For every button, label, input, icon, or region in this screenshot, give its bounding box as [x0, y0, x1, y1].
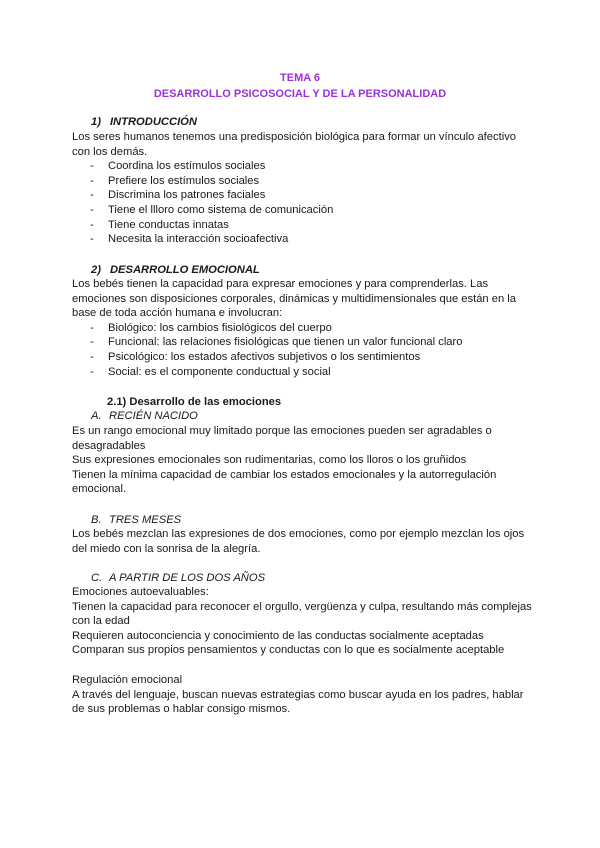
bullet-list — [72, 159, 532, 247]
list-item: - Funcional: las relaciones fisiológicas que tienen un valor funcional claro — [72, 335, 532, 350]
stage-title: A PARTIR DE LOS DOS AÑOS — [109, 572, 266, 584]
paragraph-line: Los bebés mezclan las expresiones de dos emociones, como por ejemplo mezclan los ojos del miedo con la sonrisa de la alegría. — [72, 528, 525, 555]
stage-heading-tres-meses — [91, 513, 181, 528]
list-item: - Tiene el llloro como sistema de comunicación — [72, 203, 532, 218]
subsection-heading: 2.1) Desarrollo de las emociones — [107, 396, 282, 408]
regulation-text: A través del lenguaje, buscan nuevas estrategias como buscar ayuda en los padres, hablar de sus problemas o hablar consigo mismos. — [72, 688, 524, 716]
paragraph-line: Sus expresiones emocionales son rudimentarias, como los lloros o los gruñidos — [72, 454, 467, 467]
paragraph: Los bebés tienen la capacidad para expresar emociones y para comprenderlas. Las emociones son disposiciones corporales, dinámicas y multidimensionales que están en la base de toda acción humana e involucran: — [72, 278, 517, 320]
regulation-heading: Regulación emocional — [72, 674, 183, 686]
list-item: - Psicológico: los estados afectivos subjetivos o los sentimientos — [72, 350, 532, 365]
paragraph-line: Emociones autoevaluables: — [72, 586, 209, 598]
stage-letter: B. — [91, 514, 102, 526]
stage-title: RECIÉN NACIDO — [109, 410, 198, 422]
stage-letter: A. — [91, 410, 102, 422]
section-heading-desarrollo-emocional — [91, 263, 260, 278]
regulation-block — [72, 673, 532, 717]
list-item: - Biológico: los cambios fisiológicos del cuerpo — [72, 321, 532, 336]
paragraph-line: Comparan sus propios pensamientos y conductas con lo que es socialmente aceptable — [72, 644, 505, 657]
section-body-desarrollo-emocional — [72, 277, 532, 379]
stage-letter: C. — [91, 572, 103, 584]
topic-title: DESARROLLO PSICOSOCIAL Y DE LA PERSONALIDAD — [153, 88, 447, 100]
section-title: INTRODUCCIÓN — [109, 116, 197, 128]
stage-body-dos-anos — [72, 585, 532, 658]
stage-title: TRES MESES — [109, 514, 182, 526]
section-number: 2) — [91, 264, 101, 276]
stage-heading-recien-nacido — [91, 409, 198, 424]
paragraph-line: Es un rango emocional muy limitado porque las emociones pueden ser agradables o desagradables — [72, 425, 492, 452]
stage-body-tres-meses — [72, 527, 532, 556]
paragraph: Los seres humanos tenemos una predisposición biológica para formar un vínculo afectivo con los demás. — [72, 131, 517, 158]
section-body-introduccion — [72, 130, 532, 247]
section-title: DESARROLLO EMOCIONAL — [109, 264, 260, 276]
list-item: - Prefiere los estímulos sociales — [72, 174, 532, 189]
stage-heading-dos-anos — [91, 571, 265, 586]
document-title — [0, 70, 600, 102]
bullet-list — [72, 321, 532, 379]
stage-body-recien-nacido — [72, 424, 532, 497]
topic-number: TEMA 6 — [280, 72, 320, 84]
list-item: - Necesita la interacción socioafectiva — [72, 232, 532, 247]
paragraph-line: Tienen la capacidad para reconocer el orgullo, vergüenza y culpa, resultando más complejas con la edad — [72, 600, 532, 628]
paragraph-line: Requieren autoconciencia y conocimiento de las conductas socialmente aceptadas — [72, 629, 484, 642]
list-item: - Tiene conductas innatas — [72, 218, 532, 233]
paragraph-line: Tienen la mínima capacidad de cambiar los estados emocionales y la autorregulación emocional. — [72, 468, 497, 496]
section-heading-introduccion — [91, 115, 197, 130]
list-item: - Coordina los estímulos sociales — [72, 159, 532, 174]
section-number: 1) — [91, 116, 101, 128]
list-item: - Social: es el componente conductual y social — [72, 365, 532, 380]
list-item: - Discrimina los patrones faciales — [72, 188, 532, 203]
